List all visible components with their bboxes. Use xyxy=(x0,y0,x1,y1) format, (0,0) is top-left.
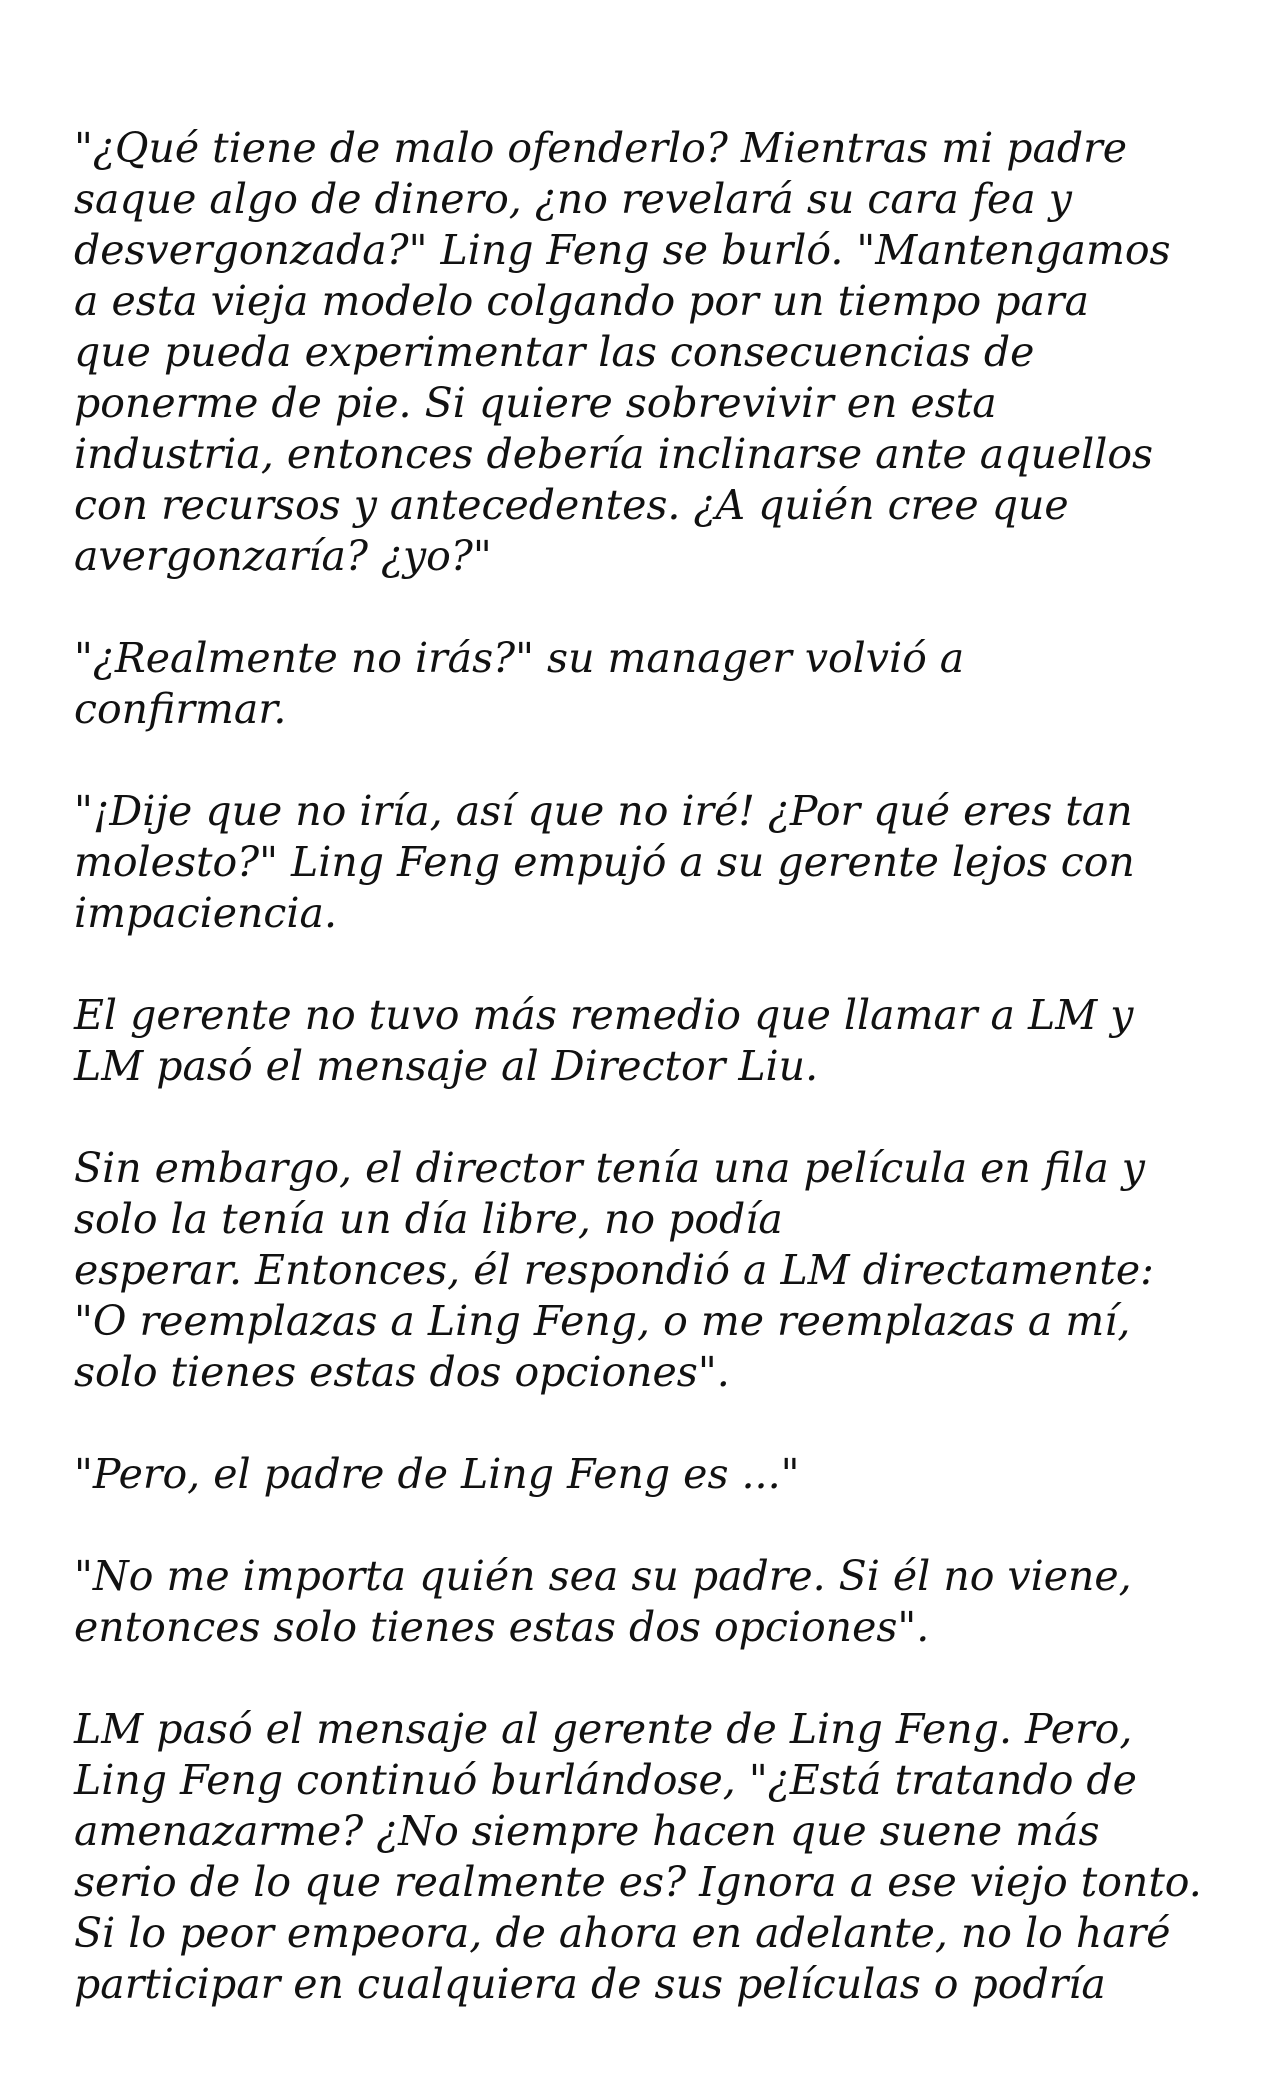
text-line: Ling Feng continuó burlándose, "¿Está tratando de xyxy=(74,1756,1137,1804)
text-line: LM pasó el mensaje al Director Liu. xyxy=(74,1042,819,1090)
text-line: solo tienes estas dos opciones". xyxy=(74,1348,730,1396)
paragraph-1 xyxy=(74,123,1224,582)
paragraph-8 xyxy=(74,1704,1224,2010)
text-line: entonces solo tienes estas dos opciones". xyxy=(74,1603,930,1651)
text-line: serio de lo que realmente es? Ignora a ese viejo tonto. xyxy=(74,1858,1202,1906)
paragraph-5 xyxy=(74,1143,1224,1398)
text-line: "No me importa quién sea su padre. Si él no viene, xyxy=(74,1552,1132,1600)
text-line: "O reemplazas a Ling Feng, o me reemplazas a mí, xyxy=(74,1297,1131,1345)
text-line: esperar. Entonces, él respondió a LM directamente: xyxy=(74,1246,1154,1294)
text-line: "¡Dije que no iría, así que no iré! ¿Por qué eres tan xyxy=(74,787,1133,835)
text-line: "¿Qué tiene de malo ofenderlo? Mientras mi padre xyxy=(74,124,1128,172)
paragraph-2 xyxy=(74,633,1224,735)
text-line: con recursos y antecedentes. ¿A quién cree que xyxy=(74,481,1069,529)
paragraph-4 xyxy=(74,990,1224,1092)
text-line: molesto?" Ling Feng empujó a su gerente lejos con xyxy=(74,838,1135,886)
text-line: amenazarme? ¿No siempre hacen que suene más xyxy=(74,1807,1100,1855)
text-line: Sin embargo, el director tenía una película en fila y xyxy=(74,1144,1145,1192)
text-line: LM pasó el mensaje al gerente de Ling Feng. Pero, xyxy=(74,1705,1133,1753)
text-line: "¿Realmente no irás?" su manager volvió a xyxy=(74,634,965,682)
paragraph-6 xyxy=(74,1449,1224,1500)
paragraph-3 xyxy=(74,786,1224,939)
text-line: impaciencia. xyxy=(74,889,337,937)
text-line: confirmar. xyxy=(74,685,287,733)
text-line: industria, entonces debería inclinarse ante aquellos xyxy=(74,430,1154,478)
body-text xyxy=(74,123,1224,2061)
text-line: solo la tenía un día libre, no podía xyxy=(74,1195,783,1243)
text-line: avergonzaría? ¿yo?" xyxy=(74,532,492,580)
text-line: Si lo peor empeora, de ahora en adelante, no lo haré xyxy=(74,1909,1171,1957)
text-line: desvergonzada?" Ling Feng se burló. "Mantengamos xyxy=(74,226,1171,274)
text-line: "Pero, el padre de Ling Feng es ..." xyxy=(74,1450,800,1498)
text-line: a esta vieja modelo colgando por un tiempo para xyxy=(74,277,1090,325)
text-line: ponerme de pie. Si quiere sobrevivir en esta xyxy=(74,379,997,427)
paragraph-7 xyxy=(74,1551,1224,1653)
text-line: que pueda experimentar las consecuencias de xyxy=(74,328,1035,376)
text-line: El gerente no tuvo más remedio que llamar a LM y xyxy=(74,991,1134,1039)
text-line: participar en cualquiera de sus películas o podría xyxy=(74,1960,1106,2008)
text-line: saque algo de dinero, ¿no revelará su cara fea y xyxy=(74,175,1072,223)
